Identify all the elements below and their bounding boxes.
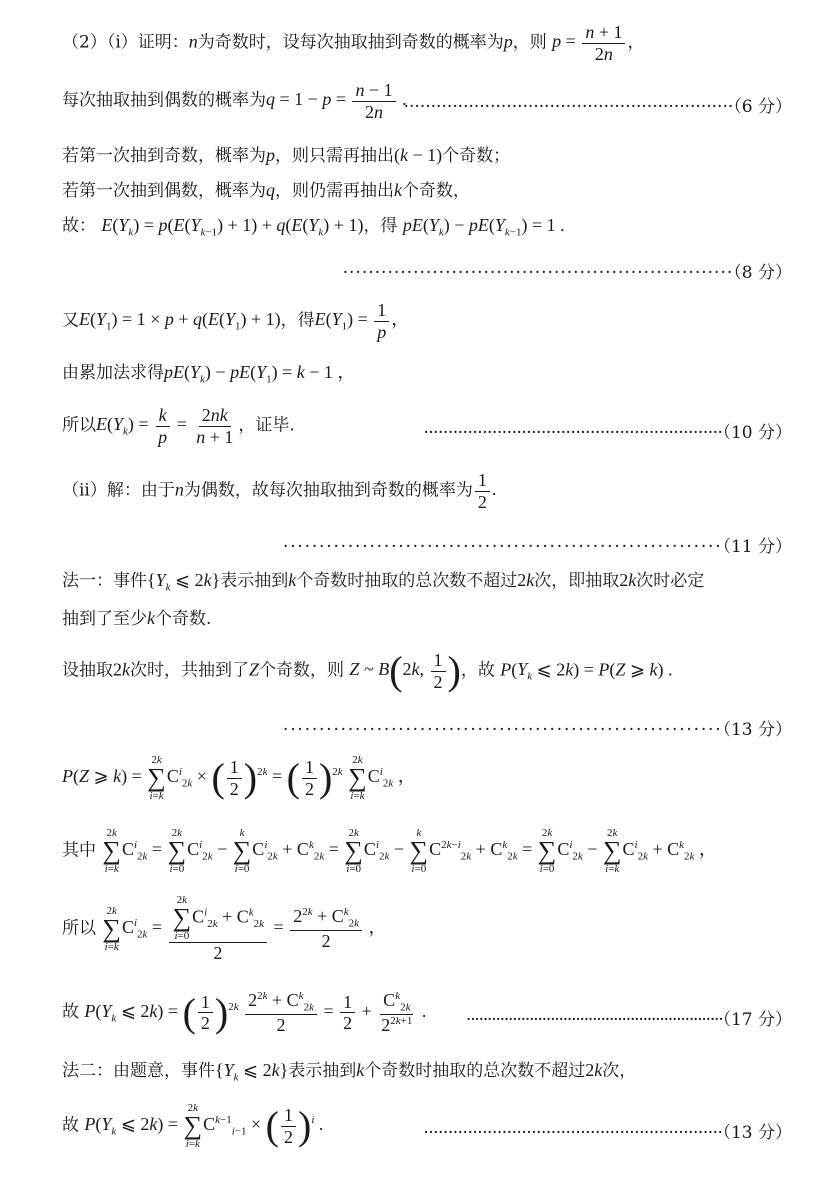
line-binomial: 设抽取2k次时，共抽到了Z个奇数，则 Z ~ B(2k, $\frac{1}{2}$ )，故 $P(Y_k$ ⩽ 2k) = P(Z ⩾ k) . — [62, 648, 673, 694]
score-10: ·····························································（10 分） — [423, 423, 792, 443]
score-13a: ·····························································（13 分） — [283, 720, 792, 740]
line-half-sum: 所以 2k ∑ i=k $C^i_{2k}$ = 2k ∑ i=0 $C^i_{2k} + C^k_{2k}$ 2 = $\frac{2^{2k} + C^k_{2k}}{2}$ ， — [62, 894, 387, 963]
line-base-case: 又$E(Y_1) = 1 \times p + q(E(Y_1) + 1)$，得$E(Y_1)$ = $\frac{1}{p}$ ， — [62, 300, 410, 342]
line-sum-identity: 其中 2k ∑ i=k $C^i_{2k}$ = 2k ∑ i=0 $C^i_{2k}$ − k ∑ i=0 $C^i_{2k} + C^k_{2k}$ = 2k ∑ i=0 $C^i_{2k}$ − k ∑ i=0 $C^{2k-i}_{2k} + C^k_{2k}$ = 2k ∑ i=0 $C^i_{2k}$ − 2k ∑ i=k $C^i_{2k} + C^k_{2k}$ ， — [62, 827, 717, 875]
line-even-probability: 每次抽取抽到偶数的概率为q = 1 − p = $\frac{n - 1}{2n}$ . — [62, 80, 407, 122]
line-recursion: 故： $E(Y_k) = p(E(Y_{k-1}) + 1) + q(E(Y_k) + 1)$，得 $pE(Y_k) - pE(Y_{k-1}) = 1$ . — [62, 215, 565, 239]
line-at-least-k: 抽到了至少k个奇数. — [62, 608, 212, 629]
line-probability-sum: P(Z ⩾ k) = 2k ∑ i=k $C^i_{2k}$ × ( $\frac{1}{2}$ )$^{2k}$ = ( $\frac{1}{2}$ )$^{2k}$ 2k ∑ i=k $C^i_{2k}$ ， — [62, 754, 416, 802]
line-method-two: 法二：由题意，事件{$Y_k$ ⩽ 2k}表示抽到k个奇数时抽取的总次数不超过2k次， — [62, 1060, 637, 1084]
line-method-one: 法一：事件{$Y_k$ ⩽ 2k}表示抽到k个奇数时抽取的总次数不超过2k次，即抽取2k次时必定 — [62, 570, 705, 594]
line-sum-method: 由累加法求得$pE(Y_k) - pE(Y_1) = k - 1$ ， — [62, 362, 356, 386]
line-final-probability: 故 $P(Y_k$ ⩽ 2k) = ( $\frac{1}{2}$ )$^{2k}$ $\frac{2^{2k} + C^k_{2k}}{2}$ = $\frac{1}{2}$ + $\frac{C^k_{2k}}{2^{2k+1}}$ . — [62, 989, 427, 1036]
score-11: ·····························································（11 分） — [283, 537, 792, 557]
line-first-even: 若第一次抽到偶数，概率为q，则仍需再抽出k个奇数， — [62, 180, 470, 201]
score-17: ·····························································（17 分） — [466, 1010, 792, 1030]
line-proof-intro: （2）（i）证明：n为奇数时，设每次抽取抽到奇数的概率为p，则 p = $\frac{n + 1}{2n}$ ， — [62, 22, 645, 64]
score-8: ·····························································（8 分） — [342, 263, 792, 283]
score-6: ·····························································（6 分） — [403, 97, 792, 117]
score-13b: ·····························································（13 分） — [423, 1123, 792, 1143]
line-method-two-formula: 故 $P(Y_k$ ⩽ 2k) = 2k ∑ i=k $C^{k-1}_{i-1}$ × ( $\frac{1}{2}$ )$^i$ . — [62, 1102, 324, 1150]
line-conclusion: 所以$E(Y_k)$ = $\frac{k}{p}$ = $\frac{2nk}{n + 1}$ ，证毕. — [62, 405, 295, 447]
line-first-odd: 若第一次抽到奇数，概率为p，则只需再抽出(k − 1)个奇数； — [62, 145, 511, 166]
line-part-ii: （ii）解：由于n为偶数，故每次抽取抽到奇数的概率为 $\frac{1}{2}$ . — [62, 470, 497, 512]
